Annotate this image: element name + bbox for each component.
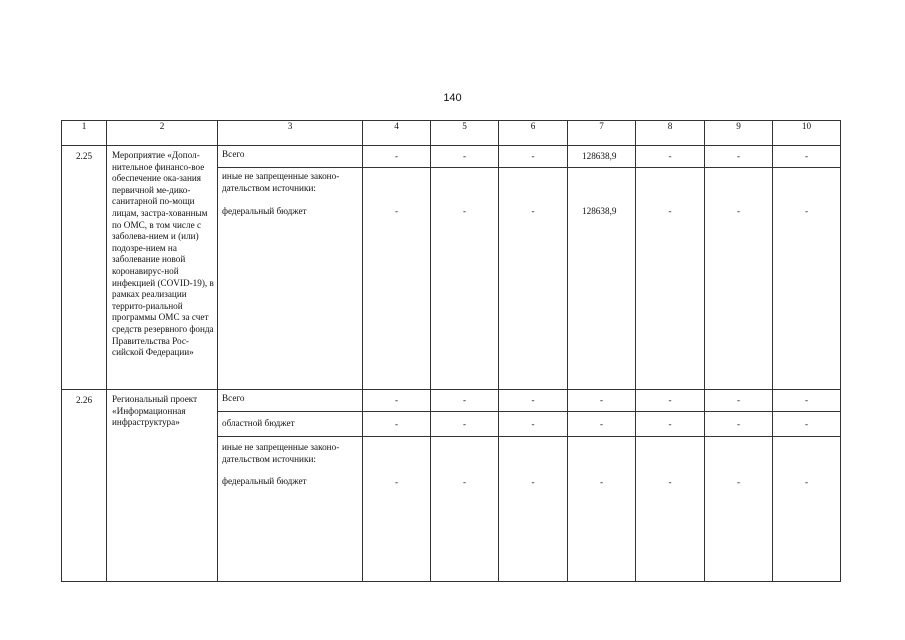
value-cell: - xyxy=(773,390,841,412)
event-name: Региональный проект «Информационная инфраструктура» xyxy=(107,390,218,582)
value-cell: - xyxy=(705,412,773,437)
value-cell: - xyxy=(773,168,841,390)
source-other: иные не запрещенные законо-дательством источники: xyxy=(222,442,340,464)
column-header: 2 xyxy=(107,121,218,146)
value-cell: - xyxy=(499,168,568,390)
value-cell: - xyxy=(431,168,499,390)
value-cell: - xyxy=(636,437,705,582)
table-row xyxy=(62,146,841,168)
value-cell: - xyxy=(705,168,773,390)
value-cell: 128638,9 xyxy=(568,168,636,390)
value-cell: - xyxy=(636,390,705,412)
value-cell: - xyxy=(705,146,773,168)
source-federal: федеральный бюджет xyxy=(222,476,307,487)
value-cell: - xyxy=(568,390,636,412)
value-cell: - xyxy=(636,412,705,437)
value-cell: - xyxy=(568,412,636,437)
value-cell: - xyxy=(499,390,568,412)
value-cell: - xyxy=(705,437,773,582)
value-cell: - xyxy=(431,146,499,168)
value-cell: - xyxy=(431,437,499,582)
value-cell: - xyxy=(499,412,568,437)
value-cell: - xyxy=(773,437,841,582)
table-header-row xyxy=(62,121,841,146)
value-cell: - xyxy=(363,412,431,437)
value-cell: - xyxy=(363,146,431,168)
source-regional: областной бюджет xyxy=(218,412,363,437)
page-number: 140 xyxy=(443,92,462,104)
value-cell: - xyxy=(363,168,431,390)
row-number: 2.25 xyxy=(62,146,107,390)
source-cell xyxy=(218,437,363,582)
column-header: 6 xyxy=(499,121,568,146)
value-cell: - xyxy=(636,168,705,390)
column-header: 5 xyxy=(431,121,499,146)
source-total: Всего xyxy=(218,390,363,412)
source-other: иные не запрещенные законо-дательством источники: xyxy=(222,171,340,193)
value-cell: - xyxy=(431,390,499,412)
value-cell: - xyxy=(363,437,431,582)
column-header: 4 xyxy=(363,121,431,146)
column-header: 10 xyxy=(773,121,841,146)
value-cell: - xyxy=(499,437,568,582)
source-federal: федеральный бюджет xyxy=(222,206,307,217)
source-cell xyxy=(218,168,363,390)
value-cell: - xyxy=(499,146,568,168)
table-row xyxy=(62,390,841,412)
source-total: Всего xyxy=(218,146,363,168)
value-cell: - xyxy=(568,437,636,582)
value-cell: - xyxy=(773,412,841,437)
column-header: 1 xyxy=(62,121,107,146)
column-header: 8 xyxy=(636,121,705,146)
row-number: 2.26 xyxy=(62,390,107,582)
value-cell: 128638,9 xyxy=(568,146,636,168)
value-cell: - xyxy=(363,390,431,412)
value-cell: - xyxy=(705,390,773,412)
value-cell: - xyxy=(773,146,841,168)
column-header: 7 xyxy=(568,121,636,146)
column-header: 9 xyxy=(705,121,773,146)
event-name: Мероприятие «Допол-нительное финансо-вое обеспечение ока-зания первичной ме-дико-санитарной по-мощи лицам, застра-хованным по ОМС, в том числе с заболева-нием и (или) подозре-нием на заболевание новой коронавирус-ной инфекцией (COVID-19), в рамках реализации террито-риальной программы ОМС за счет средств резервного фонда Правительства Рос-сийской Федерации» xyxy=(107,146,218,390)
column-header: 3 xyxy=(218,121,363,146)
budget-table xyxy=(61,120,841,582)
value-cell: - xyxy=(431,412,499,437)
value-cell: - xyxy=(636,146,705,168)
